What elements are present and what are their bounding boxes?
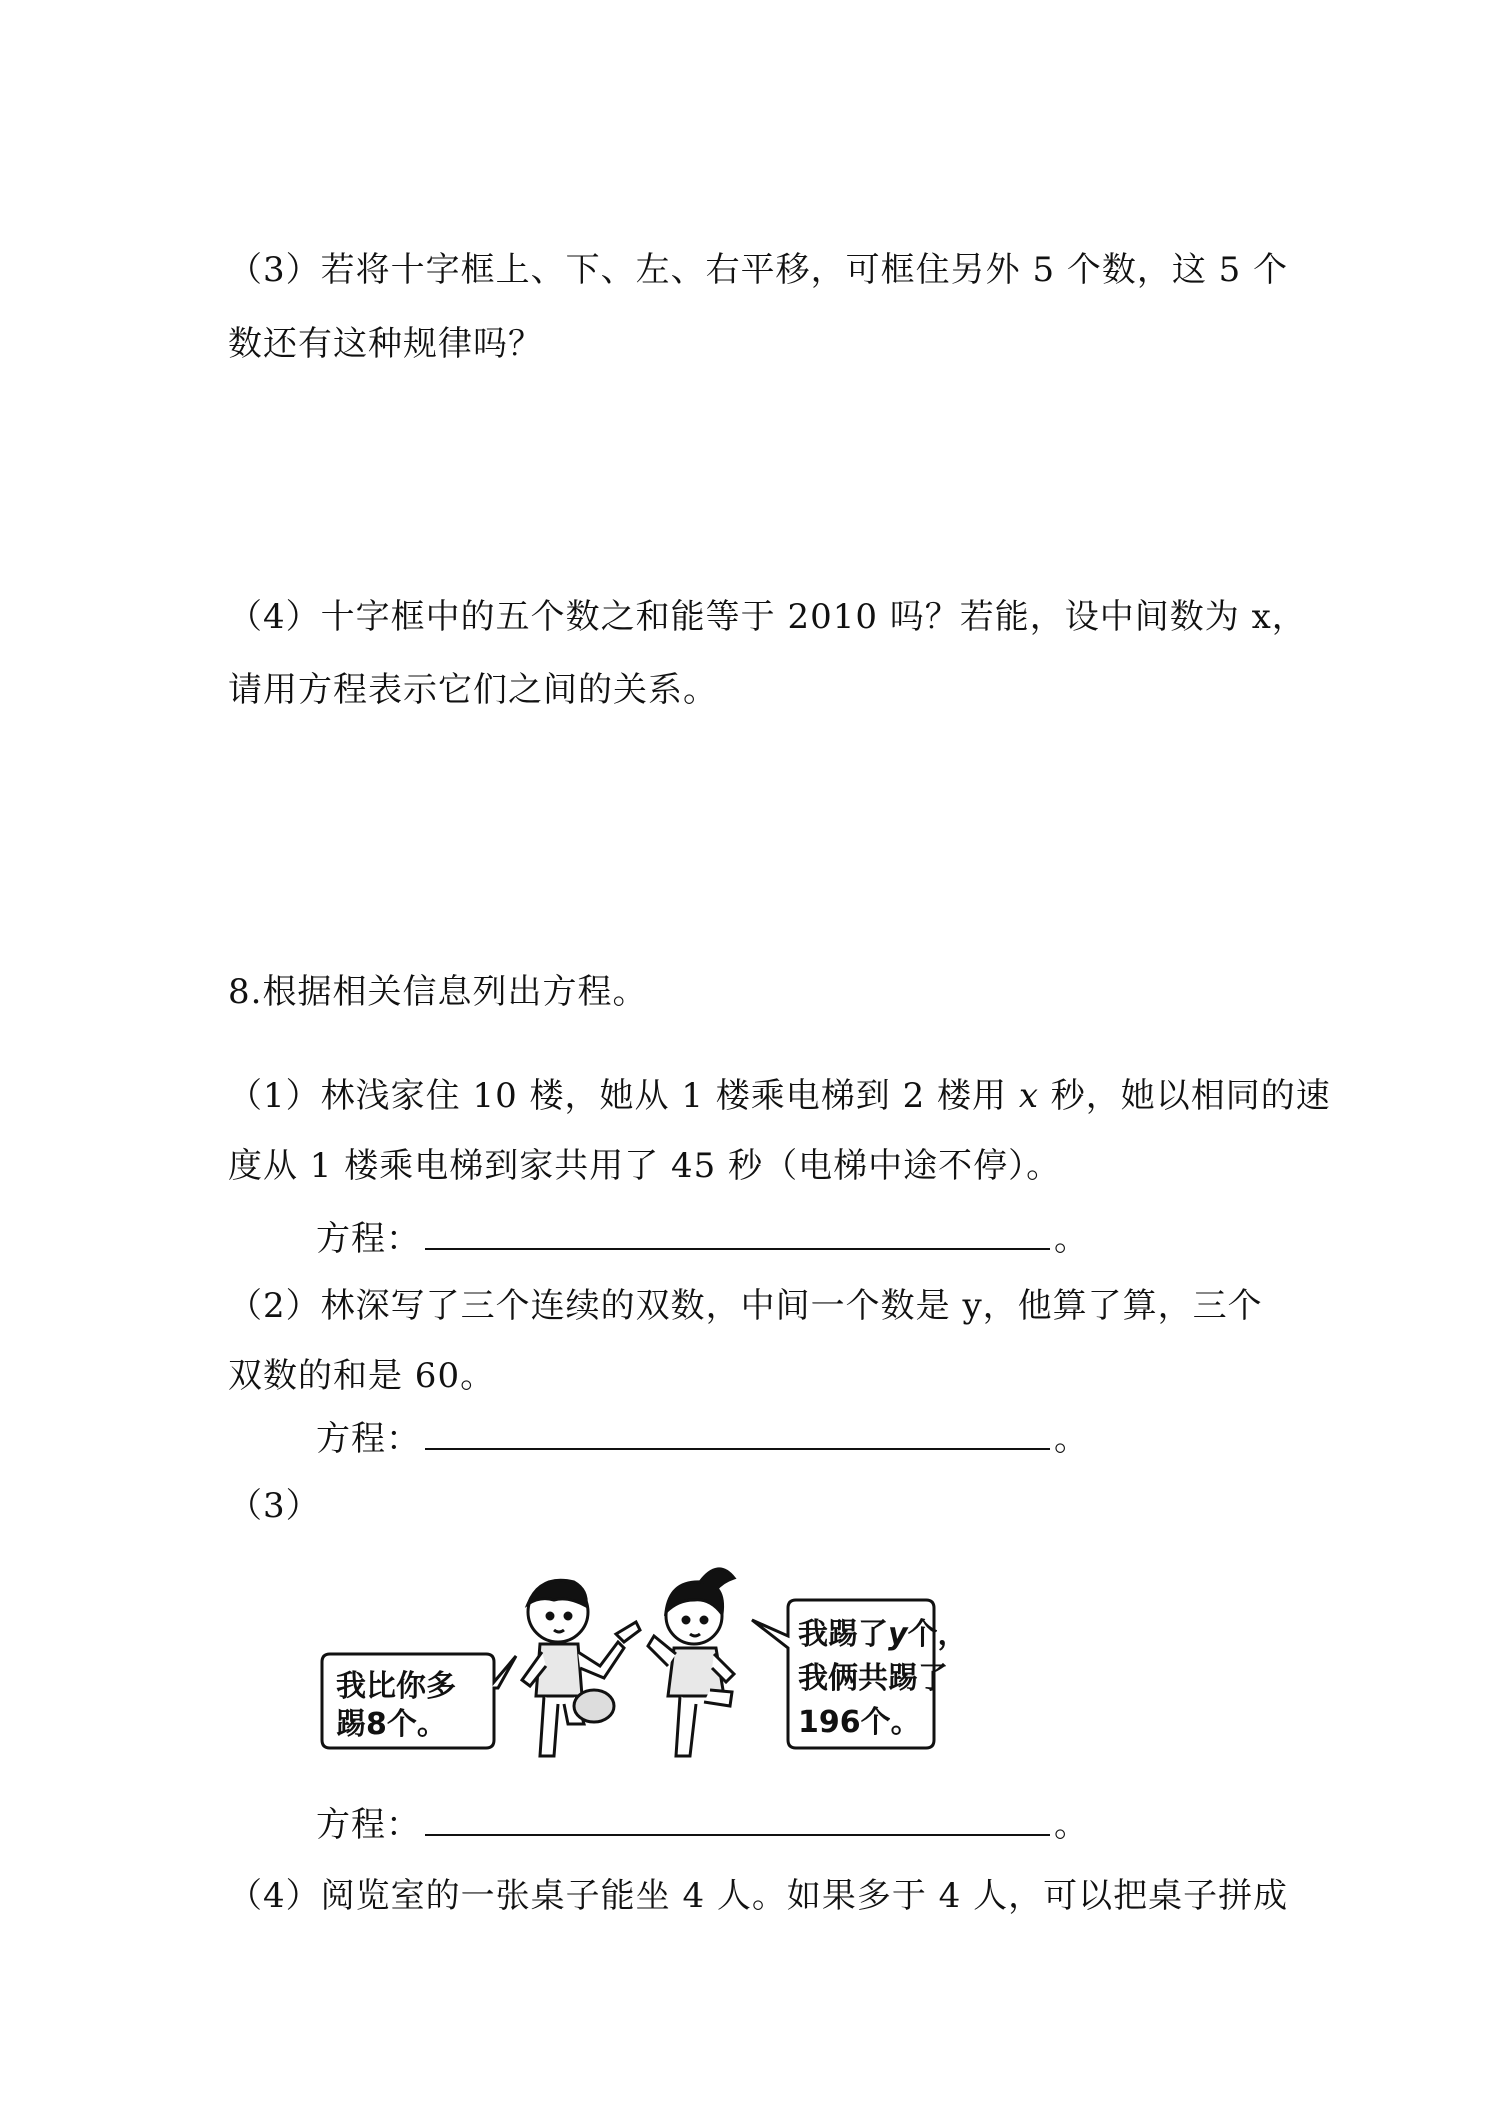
q7-part3-line2: 数还有这种规律吗？ (228, 324, 543, 364)
answer-blank[interactable] (425, 1800, 1050, 1836)
q8-part1-line1 (228, 1074, 1331, 1118)
girl-bubble-line3: 196个。 (798, 1705, 921, 1740)
answer-end: 。 (1054, 1419, 1089, 1459)
q8-part1-variable: x (1018, 1076, 1039, 1116)
boy-bubble-line1: 我比你多 (336, 1669, 456, 1704)
q8-part1-text-b: 秒，她以相同的速 (1039, 1076, 1331, 1116)
q7-part4-line1: （4）十字框中的五个数之和能等于 2010 吗？若能，设中间数为 x， (228, 597, 1307, 637)
girl-bubble-line2: 我俩共踢了 (798, 1661, 948, 1696)
boy-bubble-line2: 踢8个。 (336, 1707, 447, 1742)
answer-label: 方程： (316, 1219, 421, 1259)
q8-title: 8.根据相关信息列出方程。 (228, 972, 648, 1012)
q8-part3-label: （3） (228, 1486, 321, 1526)
q8-part3-answer (316, 1800, 1089, 1847)
q8-part2-line1: （2）林深写了三个连续的双数，中间一个数是 y，他算了算，三个 (228, 1286, 1263, 1326)
q8-part2-line2: 双数的和是 60。 (228, 1356, 496, 1396)
q7-part4-line2: 请用方程表示它们之间的关系。 (228, 670, 718, 710)
girl-bubble-variable: y (888, 1617, 908, 1652)
answer-label: 方程： (316, 1419, 421, 1459)
q8-part1-answer (316, 1214, 1089, 1261)
girl-bubble-text-b: 个， (907, 1617, 968, 1652)
answer-blank[interactable] (425, 1214, 1050, 1250)
girl-bubble-line1 (798, 1617, 968, 1652)
q8-part1-text-a: （1）林浅家住 10 楼，她从 1 楼乘电梯到 2 楼用 (228, 1076, 1019, 1116)
boy-figure (522, 1580, 640, 1756)
answer-label: 方程： (316, 1805, 421, 1845)
shuttlecock-illustration (318, 1556, 968, 1766)
answer-end: 。 (1054, 1219, 1089, 1259)
q7-part3-line1: （3）若将十字框上、下、左、右平移，可框住另外 5 个数，这 5 个 (228, 250, 1289, 290)
q8-part4-line1: （4）阅览室的一张桌子能坐 4 人。如果多于 4 人，可以把桌子拼成 (228, 1876, 1289, 1916)
q8-part1-line2: 度从 1 楼乘电梯到家共用了 45 秒（电梯中途不停）。 (228, 1146, 1062, 1186)
q8-part2-answer (316, 1414, 1089, 1461)
answer-blank[interactable] (425, 1414, 1050, 1450)
answer-end: 。 (1054, 1805, 1089, 1845)
girl-bubble-text-a: 我踢了 (798, 1617, 888, 1652)
girl-figure (648, 1569, 734, 1756)
